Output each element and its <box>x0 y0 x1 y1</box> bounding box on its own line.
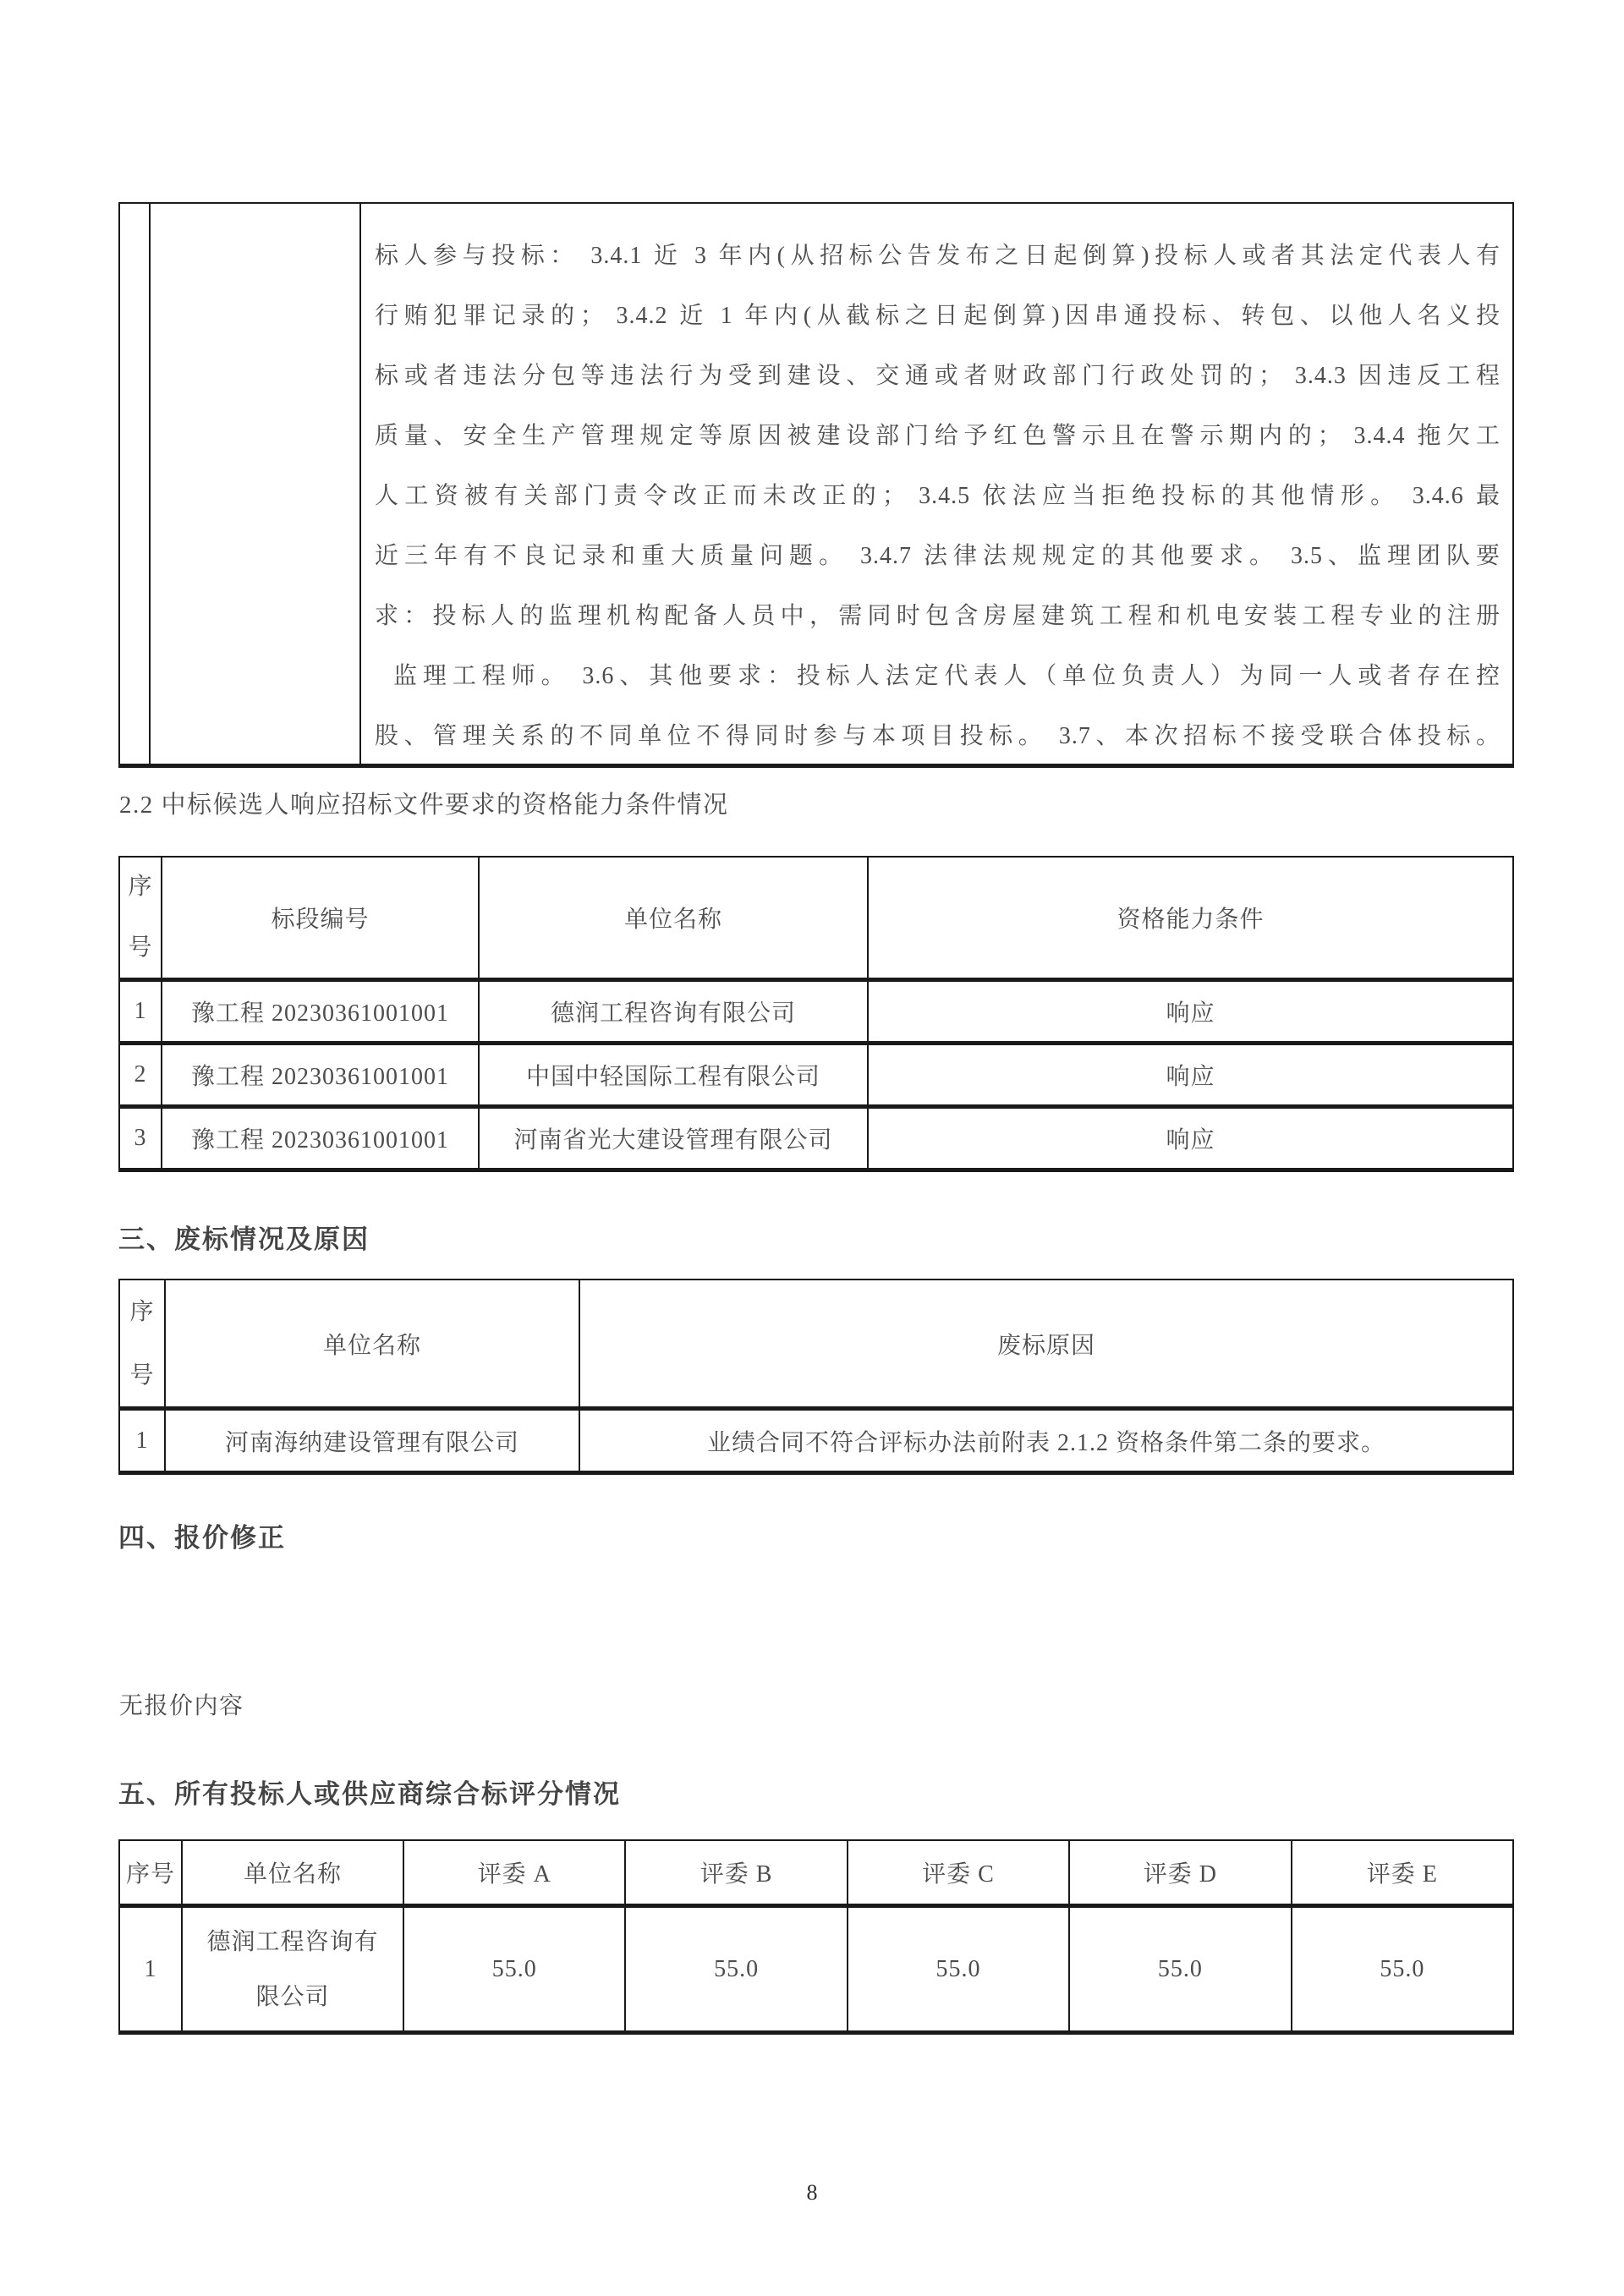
col-header-company: 单位名称 <box>183 1841 404 1904</box>
company-cell: 中国中轻国际工程有限公司 <box>480 1045 869 1104</box>
table-row <box>120 1406 1512 1471</box>
col-header-judge-c: 评委 C <box>848 1841 1070 1904</box>
table-row <box>120 1904 1512 2030</box>
seq-cell: 1 <box>120 1908 183 2030</box>
col-header-judge-e: 评委 E <box>1366 1861 1438 1888</box>
paragraph-line: 行贿犯罪记录的； 3.4.2 近 1 年内(从截标之日起倒算)因串通投标、转包、以他人名义投 <box>375 303 1501 329</box>
company-cell <box>183 1908 404 2030</box>
col-header-reason: 废标原因 <box>996 1332 1095 1359</box>
section-5-heading: 五、所有投标人或供应商综合标评分情况 <box>118 1779 621 1809</box>
col-header-judge-a: 评委 A <box>404 1841 626 1904</box>
section-code-cell: 豫工程 20230361001001 <box>162 982 480 1041</box>
qualification-table <box>118 856 1514 1172</box>
seq-cell: 1 <box>120 982 162 1041</box>
condition-cell: 响应 <box>1166 1064 1215 1090</box>
paragraph-line: 近三年有不良记录和重大质量问题。 3.4.7 法律法规规定的其他要求。 3.5、监理团队要 <box>375 543 1501 569</box>
score-cell: 55.0 <box>626 1908 848 2030</box>
company-name-line: 限公司 <box>255 1983 330 2010</box>
score-table <box>118 1839 1514 2035</box>
company-cell: 河南省光大建设管理有限公司 <box>480 1109 869 1168</box>
col-header-company: 单位名称 <box>166 1280 580 1406</box>
reason-cell: 业绩合同不符合评标办法前附表 2.1.2 资格条件第二条的要求。 <box>706 1429 1385 1456</box>
col-header-seq: 序号 <box>120 1841 183 1904</box>
paragraph-line: 质量、安全生产管理规定等原因被建设部门给予红色警示且在警示期内的； 3.4.4 拖欠工 <box>375 423 1501 449</box>
col-header-seq: 序号 <box>120 858 162 978</box>
col-header-company: 单位名称 <box>480 858 869 978</box>
score-cell: 55.0 <box>1070 1908 1292 2030</box>
carryover-seq-cell <box>120 204 151 764</box>
score-cell: 55.0 <box>404 1908 626 2030</box>
seq-cell: 2 <box>120 1045 162 1104</box>
paragraph-line: 人工资被有关部门责令改正而未改正的； 3.4.5 依法应当拒绝投标的其他情形。 3.4.6 最 <box>375 483 1501 509</box>
paragraph-line: 监理工程师。 3.6、其他要求：投标人法定代表人（单位负责人）为同一人或者存在控 <box>393 663 1501 689</box>
paragraph-line: 标或者违法分包等违法行为受到建设、交通或者财政部门行政处罚的； 3.4.3 因违反工程 <box>375 363 1501 389</box>
condition-cell: 响应 <box>1166 1000 1215 1027</box>
condition-cell: 响应 <box>1166 1127 1215 1153</box>
rejected-bids-table <box>118 1279 1514 1475</box>
company-cell: 德润工程咨询有限公司 <box>480 982 869 1041</box>
carryover-content-cell <box>361 204 1512 764</box>
seq-cell: 1 <box>120 1411 166 1471</box>
col-header-seq: 序号 <box>120 1280 166 1406</box>
paragraph-line: 标人参与投标： 3.4.1 近 3 年内(从招标公告发布之日起倒算)投标人或者其法定代表人有 <box>375 243 1501 269</box>
table-row <box>120 1041 1512 1104</box>
seq-cell: 3 <box>120 1109 162 1168</box>
col-header-judge-d: 评委 D <box>1070 1841 1292 1904</box>
section-3-heading: 三、废标情况及原因 <box>118 1225 370 1254</box>
col-header-condition: 资格能力条件 <box>1116 907 1265 933</box>
section-2-2-label: 2.2 中标候选人响应招标文件要求的资格能力条件情况 <box>119 792 729 819</box>
paragraph-line: 求：投标人的监理机构配备人员中，需同时包含房屋建筑工程和机电安装工程专业的注册 <box>375 603 1501 629</box>
score-cell: 55.0 <box>1380 1955 1425 1982</box>
score-cell: 55.0 <box>848 1908 1070 2030</box>
table-header-row <box>120 1841 1512 1904</box>
col-header-section-code: 标段编号 <box>162 858 480 978</box>
paragraph-line: 股、管理关系的不同单位不得同时参与本项目投标。 3.7、本次招标不接受联合体投标。 <box>375 723 1501 749</box>
table-header-row <box>120 1280 1512 1406</box>
no-quote-note: 无报价内容 <box>119 1693 244 1719</box>
section-4-heading: 四、报价修正 <box>118 1523 286 1553</box>
carryover-item-cell <box>151 204 361 764</box>
table-row <box>120 1104 1512 1168</box>
section-code-cell: 豫工程 20230361001001 <box>162 1045 480 1104</box>
page-number: 8 <box>806 2180 818 2205</box>
section-code-cell: 豫工程 20230361001001 <box>162 1109 480 1168</box>
table-header-row <box>120 858 1512 978</box>
company-name-line: 德润工程咨询有 <box>206 1928 379 1955</box>
col-header-judge-b: 评委 B <box>626 1841 848 1904</box>
carryover-table <box>118 202 1514 768</box>
company-cell: 河南海纳建设管理有限公司 <box>166 1411 580 1471</box>
table-row <box>120 978 1512 1041</box>
